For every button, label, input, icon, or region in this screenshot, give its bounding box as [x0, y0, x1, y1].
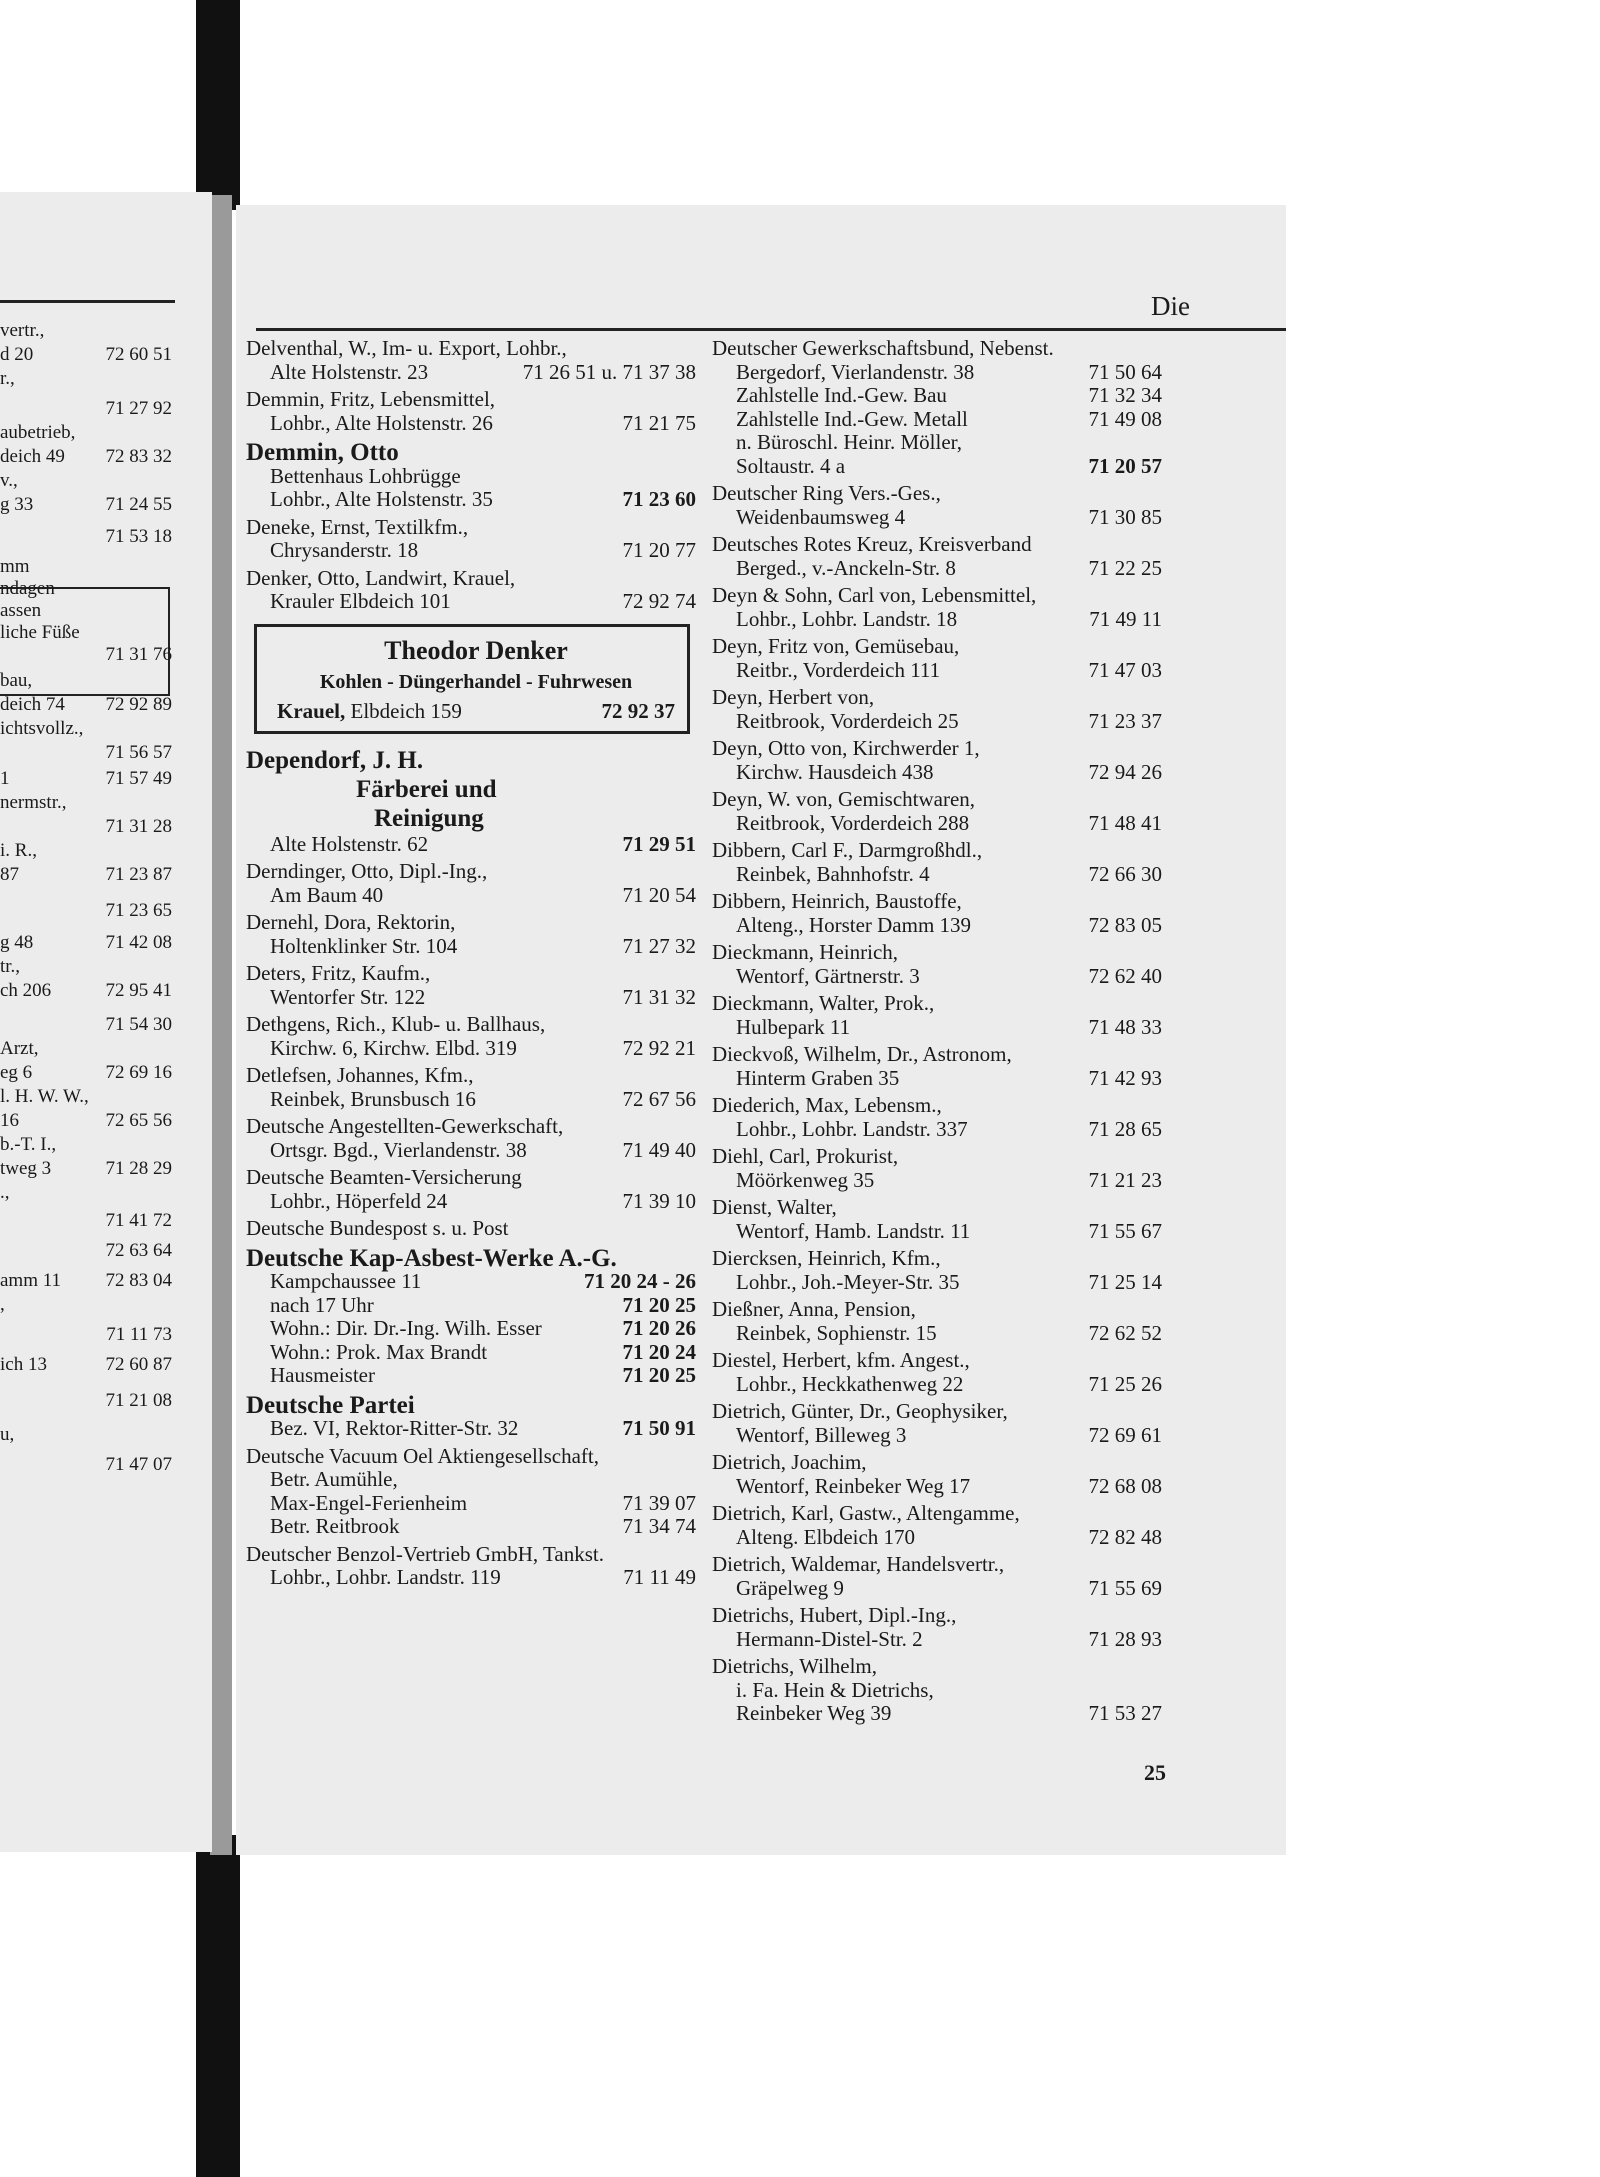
- directory-entry: Dieckmann, Walter, Prok., Hulbepark 11 71 48 33: [712, 991, 1162, 1039]
- phone-number: 71 23 87: [105, 864, 172, 885]
- entry-name: Demmin, Otto: [246, 439, 399, 466]
- directory-entry: Dietrichs, Hubert, Dipl.-Ing., Hermann-Distel-Str. 2 71 28 93: [712, 1603, 1162, 1651]
- fragment-text: aubetrieb,: [0, 422, 76, 443]
- directory-entry: Dieckvoß, Wilhelm, Dr., Astronom, Hinterm Graben 35 71 42 93: [712, 1042, 1162, 1090]
- directory-entry: Dibbern, Carl F., Darmgroßhdl., Reinbek, Bahnhofstr. 4 72 66 30: [712, 838, 1162, 886]
- fragment-text: ichtsvollz.,: [0, 718, 84, 739]
- phone-number: 72 62 40: [1088, 963, 1162, 988]
- directory-entry-featured: Deutsche Kap-Asbest-Werke A.-G. Kampchaussee 11 71 20 24 - 26 nach 17 Uhr 71 20 25 Wohn.: Dir. Dr.-Ing. Wilh. Esser 71 20 26 Wohn.: Prok. Max Brandt 71 20 24 Hausmeister 71 20 25: [246, 1244, 696, 1387]
- phone-number: 72 69 16: [105, 1062, 172, 1083]
- phone-number: 72 92 21: [622, 1035, 696, 1060]
- fragment-text: eg 6: [0, 1062, 33, 1083]
- fragment-text: u,: [0, 1424, 15, 1445]
- phone-number: 72 66 30: [1088, 861, 1162, 886]
- phone-number: 71 20 26: [622, 1316, 696, 1340]
- phone-number: 71 28 93: [1088, 1626, 1162, 1651]
- directory-entry: Deters, Fritz, Kaufm., Wentorfer Str. 122 71 31 32: [246, 961, 696, 1009]
- phone-number: 72 83 05: [1088, 912, 1162, 937]
- phone-number: 71 20 25: [622, 1363, 696, 1387]
- left-page-fragment: [0, 192, 212, 1852]
- phone-number: 71 54 30: [105, 1014, 172, 1035]
- fragment-text: v.,: [0, 470, 18, 491]
- column-right: [712, 337, 1162, 1730]
- directory-entry: Derndinger, Otto, Dipl.-Ing., Am Baum 40 71 20 54: [246, 859, 696, 907]
- directory-entry: Deutscher Benzol-Vertrieb GmbH, Tankst. Lohbr., Lohbr. Landstr. 119 71 11 49: [246, 1541, 696, 1589]
- directory-entry: Dietrichs, Wilhelm, i. Fa. Hein & Dietrichs, Reinbeker Weg 39 71 53 27: [712, 1654, 1162, 1725]
- fragment-text: 87: [0, 864, 19, 885]
- phone-number: 72 62 52: [1088, 1320, 1162, 1345]
- phone-number: 71 53 27: [1088, 1701, 1162, 1725]
- directory-entry: Dernehl, Dora, Rektorin, Holtenklinker Str. 104 71 27 32: [246, 910, 696, 958]
- phone-number: 71 57 49: [105, 768, 172, 789]
- phone-number: 71 48 33: [1088, 1014, 1162, 1039]
- phone-number: 71 39 07: [622, 1490, 696, 1515]
- phone-number: 72 95 41: [105, 980, 172, 1001]
- ad-name: Theodor Denker: [384, 635, 568, 665]
- directory-entry: Deutsche Beamten-Versicherung Lohbr., Höperfeld 24 71 39 10: [246, 1165, 696, 1213]
- phone-number: 72 65 56: [105, 1110, 172, 1131]
- fragment-text: i. R.,: [0, 840, 37, 861]
- ad-services: Kohlen - Düngerhandel - Fuhrwesen: [319, 670, 633, 693]
- fragment-text: g 33: [0, 494, 34, 515]
- fragment-text: l. H. W. W.,: [0, 1086, 89, 1107]
- book-spine-top: [196, 0, 240, 210]
- phone-number: 72 92 74: [622, 589, 696, 613]
- phone-number: 71 20 24: [622, 1339, 696, 1364]
- phone-number: 71 24 55: [105, 494, 172, 515]
- directory-entry: Deutsche Bundespost s. u. Post: [246, 1216, 509, 1240]
- directory-entry: Dibbern, Heinrich, Baustoffe, Alteng., Horster Damm 139 72 83 05: [712, 889, 1162, 937]
- directory-entry: Dienst, Walter, Wentorf, Hamb. Landstr. 11 71 55 67: [712, 1195, 1162, 1243]
- phone-number: 71 53 18: [105, 526, 172, 547]
- directory-entry: Deneke, Ernst, Textilkfm., Chrysanderstr. 18 71 20 77: [246, 514, 696, 562]
- phone-number: 72 67 56: [622, 1086, 696, 1111]
- phone-number: 71 20 54: [622, 882, 696, 907]
- book-spine-bottom: [196, 1835, 240, 2177]
- phone-number: 71 55 67: [1088, 1218, 1162, 1243]
- phone-number: 71 27 32: [622, 933, 696, 958]
- phone-number: 71 34 74: [622, 1514, 696, 1538]
- phone-number: 71 20 25: [622, 1292, 696, 1317]
- fragment-text: amm 11: [0, 1270, 62, 1291]
- phone-number: 71 26 51 u. 71 37 38: [522, 359, 696, 384]
- fragment-text: bau,: [0, 670, 33, 691]
- directory-entry: Dieckmann, Heinrich, Wentorf, Gärtnerstr. 3 72 62 40: [712, 940, 1162, 988]
- phone-number: 72 94 26: [1088, 759, 1162, 784]
- phone-number: 71 21 23: [1088, 1167, 1162, 1192]
- fragment-text: ich 13: [0, 1354, 47, 1375]
- directory-entry: Diercksen, Heinrich, Kfm., Lohbr., Joh.-Meyer-Str. 35 71 25 14: [712, 1246, 1162, 1294]
- fragment-text: nermstr.,: [0, 792, 67, 813]
- directory-entry: Deyn & Sohn, Carl von, Lebensmittel, Lohbr., Lohbr. Landstr. 18 71 49 11: [712, 583, 1162, 631]
- phone-number: 71 49 08: [1088, 406, 1162, 431]
- left-page-rule: [0, 300, 175, 303]
- phone-number: 71 20 24 - 26: [584, 1269, 696, 1293]
- directory-entry: Deyn, Herbert von, Reitbrook, Vorderdeich 25 71 23 37: [712, 685, 1162, 733]
- phone-number: 71 25 26: [1088, 1371, 1162, 1396]
- fragment-text: .,: [0, 1182, 10, 1203]
- phone-number: 72 92 89: [105, 694, 172, 715]
- entry-name: Deutsche Partei: [246, 1391, 415, 1419]
- directory-entry: Deyn, W. von, Gemischtwaren, Reitbrook, Vorderdeich 288 71 48 41: [712, 787, 1162, 835]
- fragment-text: 1: [0, 768, 10, 789]
- directory-entry: Deutscher Ring Vers.-Ges., Weidenbaumsweg 4 71 30 85: [712, 481, 1162, 529]
- phone-number: 71 11 73: [106, 1324, 172, 1345]
- phone-number: 71 21 75: [622, 410, 696, 435]
- directory-entry: Demmin, Fritz, Lebensmittel, Lohbr., Alte Holstenstr. 26 71 21 75: [246, 387, 696, 435]
- phone-number: 71 56 57: [105, 742, 172, 763]
- advertisement-box: [254, 624, 690, 734]
- fragment-text: ch 206: [0, 980, 52, 1001]
- phone-number: 71 49 40: [622, 1137, 696, 1162]
- phone-number: 71 39 10: [622, 1188, 696, 1213]
- directory-entry: Diestel, Herbert, kfm. Angest., Lohbr., Heckkathenweg 22 71 25 26: [712, 1348, 1162, 1396]
- directory-entry: Denker, Otto, Landwirt, Krauel, Krauler Elbdeich 101 72 92 74: [246, 565, 696, 613]
- phone-number: 71 50 64: [1088, 359, 1162, 384]
- fragment-text: ,: [0, 1294, 5, 1315]
- directory-entry: Deutscher Gewerkschaftsbund, Nebenst. Bergedorf, Vierlandenstr. 38 71 50 64 Zahlstelle Ind.-Gew. Bau 71 32 34 Zahlstelle Ind.-Gew. Metall 71 49 08 n. Büroschl. Heinr. Möller, Soltaustr. 4 a 71 20 57: [712, 336, 1162, 478]
- directory-entry: Deutsches Rotes Kreuz, Kreisverband Berged., v.-Anckeln-Str. 8 71 22 25: [712, 532, 1162, 580]
- directory-entry: Dietrich, Joachim, Wentorf, Reinbeker Weg 17 72 68 08: [712, 1450, 1162, 1498]
- directory-entry: Delventhal, W., Im- u. Export, Lohbr., Alte Holstenstr. 23 71 26 51 u. 71 37 38: [246, 336, 696, 384]
- phone-number: 72 83 04: [105, 1270, 172, 1291]
- phone-number: 71 50 91: [622, 1416, 696, 1440]
- directory-entry-featured: Deutsche Partei Bez. VI, Rektor-Ritter-Str. 32 71 50 91: [246, 1391, 696, 1440]
- directory-entry: Deutsche Vacuum Oel Aktiengesellschaft, Betr. Aumühle, Max-Engel-Ferienheim 71 39 07 Betr. Reitbrook 71 34 74: [246, 1443, 696, 1538]
- directory-entry: Dießner, Anna, Pension, Reinbek, Sophienstr. 15 72 62 52: [712, 1297, 1162, 1345]
- phone-number: 72 82 48: [1088, 1524, 1162, 1549]
- phone-number: 71 48 41: [1088, 810, 1162, 835]
- fragment-text: vertr.,: [0, 320, 45, 341]
- phone-number: 71 11 49: [623, 1565, 696, 1589]
- phone-number: 71 41 72: [105, 1210, 172, 1231]
- fragment-text: assen: [0, 600, 42, 621]
- entry-name: Deutsche Kap-Asbest-Werke A.-G.: [246, 1244, 617, 1272]
- fragment-text: deich 74: [0, 694, 65, 715]
- phone-number: 71 28 65: [1088, 1116, 1162, 1141]
- phone-number: 71 47 07: [105, 1454, 172, 1475]
- phone-number: 71 22 25: [1088, 555, 1162, 580]
- fragment-text: b.-T. I.,: [0, 1134, 57, 1155]
- phone-number: 71 27 92: [105, 398, 172, 419]
- phone-number: 71 23 60: [622, 487, 696, 511]
- page-header-title: Die: [1151, 291, 1190, 321]
- fragment-text: d 20: [0, 344, 34, 365]
- phone-number: 72 83 32: [105, 446, 172, 467]
- directory-entry: Detlefsen, Johannes, Kfm., Reinbek, Brunsbusch 16 72 67 56: [246, 1063, 696, 1111]
- phone-number: 71 49 11: [1089, 606, 1162, 631]
- phone-number: 71 28 29: [105, 1158, 172, 1179]
- column-left: [246, 337, 696, 1594]
- fragment-text: ndagen: [0, 578, 55, 599]
- phone-number: 71 32 34: [1088, 383, 1162, 407]
- phone-number: 72 60 51: [105, 344, 172, 365]
- directory-page: [236, 205, 1286, 1855]
- fragment-text: mm: [0, 556, 30, 577]
- directory-entry-featured: Demmin, Otto Bettenhaus Lohbrügge Lohbr., Alte Holstenstr. 35 71 23 60: [246, 439, 696, 511]
- entry-name: Dependorf, J. H.: [246, 746, 424, 774]
- directory-entry: Diederich, Max, Lebensm., Lohbr., Lohbr. Landstr. 337 71 28 65: [712, 1093, 1162, 1141]
- fragment-text: r.,: [0, 368, 15, 389]
- phone-number: 72 63 64: [105, 1240, 172, 1261]
- phone-number: 71 21 08: [105, 1390, 172, 1411]
- phone-number: 71 25 14: [1088, 1269, 1162, 1294]
- phone-number: 71 55 69: [1088, 1575, 1162, 1600]
- phone-number: 71 20 77: [622, 538, 696, 562]
- phone-number: 71 23 37: [1088, 708, 1162, 733]
- fragment-text: tweg 3: [0, 1158, 52, 1179]
- book-gutter: [210, 195, 232, 1855]
- phone-number: 71 42 08: [105, 932, 172, 953]
- fragment-text: 16: [0, 1110, 19, 1131]
- directory-entry: Deutsche Angestellten-Gewerkschaft, Ortsgr. Bgd., Vierlandenstr. 38 71 49 40: [246, 1114, 696, 1162]
- directory-entry: Diehl, Carl, Prokurist, Möörkenweg 35 71 21 23: [712, 1144, 1162, 1192]
- phone-number: 72 92 37: [601, 698, 675, 723]
- directory-entry: Dethgens, Rich., Klub- u. Ballhaus, Kirchw. 6, Kirchw. Elbd. 319 72 92 21: [246, 1012, 696, 1060]
- fragment-text: deich 49: [0, 446, 65, 467]
- phone-number: 71 31 76: [105, 644, 172, 665]
- phone-number: 71 20 57: [1088, 453, 1162, 478]
- fragment-text: liche Füße: [0, 622, 80, 643]
- phone-number: 72 60 87: [105, 1354, 172, 1375]
- directory-entry: Dietrich, Waldemar, Handelsvertr., Gräpelweg 9 71 55 69: [712, 1552, 1162, 1600]
- fragment-text: g 48: [0, 932, 34, 953]
- page-number: 25: [1144, 1760, 1166, 1785]
- directory-entry: Dietrich, Günter, Dr., Geophysiker, Wentorf, Billeweg 3 72 69 61: [712, 1399, 1162, 1447]
- header-rule: [256, 328, 1286, 331]
- directory-entry-featured: Dependorf, J. H. Färberei und Reinigung Alte Holstenstr. 62 71 29 51: [246, 746, 696, 856]
- phone-number: 71 31 28: [105, 816, 172, 837]
- phone-number: 72 68 08: [1088, 1473, 1162, 1498]
- phone-number: 71 30 85: [1088, 504, 1162, 529]
- ad-address: Krauel, Elbdeich 159 72 92 37: [277, 698, 675, 723]
- directory-entry: Deyn, Fritz von, Gemüsebau, Reitbr., Vorderdeich 111 71 47 03: [712, 634, 1162, 682]
- directory-entry: Dietrich, Karl, Gastw., Altengamme, Alteng. Elbdeich 170 72 82 48: [712, 1501, 1162, 1549]
- fragment-text: Arzt,: [0, 1038, 39, 1059]
- phone-number: 72 69 61: [1088, 1422, 1162, 1447]
- phone-number: 71 31 32: [622, 984, 696, 1009]
- phone-number: 71 29 51: [622, 831, 696, 856]
- column-right-list: [712, 482, 1162, 1651]
- fragment-text: tr.,: [0, 956, 21, 977]
- directory-entry: Deyn, Otto von, Kirchwerder 1, Kirchw. Hausdeich 438 72 94 26: [712, 736, 1162, 784]
- phone-number: 71 23 65: [105, 900, 172, 921]
- phone-number: 71 42 93: [1088, 1065, 1162, 1090]
- phone-number: 71 47 03: [1088, 657, 1162, 682]
